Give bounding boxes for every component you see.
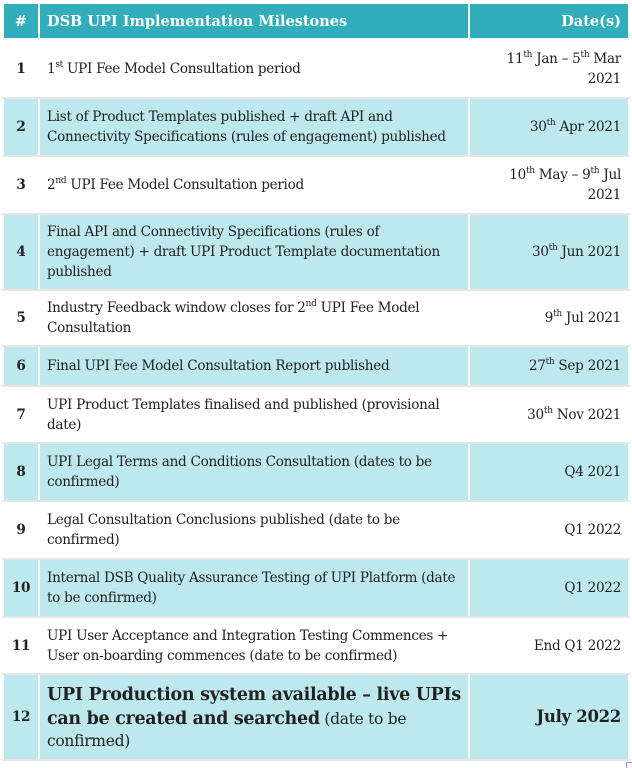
row-number: 4 [3,214,39,290]
column-header-dates: Date(s) [469,3,629,39]
milestone-text: UPI Production system available – live UPIs can be created and searched (date to be confirmed) [39,674,469,760]
table-row [3,39,629,98]
milestone-date: 30th Jun 2021 [469,214,629,290]
milestone-date: Q1 2022 [469,559,629,617]
table-row [3,386,629,443]
table-row [3,443,629,501]
milestone-text: UPI Legal Terms and Conditions Consultation (dates to be confirmed) [39,443,469,501]
milestone-date: 30th Apr 2021 [469,98,629,156]
milestone-text: List of Product Templates published + draft API and Connectivity Specifications (rules of engagement) published [39,98,469,156]
row-number: 6 [3,346,39,386]
row-number: 3 [3,156,39,214]
milestone-date: Q4 2021 [469,443,629,501]
row-number: 9 [3,501,39,559]
milestone-text: UPI Product Templates finalised and published (provisional date) [39,386,469,443]
table-row [3,214,629,290]
column-header-milestones: DSB UPI Implementation Milestones [39,3,469,39]
milestone-text: 1st UPI Fee Model Consultation period [39,39,469,98]
table-header-row [3,3,629,39]
column-header-number: # [3,3,39,39]
milestone-date: End Q1 2022 [469,617,629,674]
row-number: 10 [3,559,39,617]
milestone-date: July 2022 [469,674,629,760]
milestone-text: UPI User Acceptance and Integration Testing Commences + User on-boarding commences (date to be confirmed) [39,617,469,674]
row-number: 11 [3,617,39,674]
table-row [3,559,629,617]
table-row [3,501,629,559]
row-number: 1 [3,39,39,98]
table-row [3,617,629,674]
table-row [3,156,629,214]
milestone-date: 30th Nov 2021 [469,386,629,443]
table-row [3,98,629,156]
milestone-date: 9th Jul 2021 [469,290,629,346]
milestone-text: Legal Consultation Conclusions published (date to be confirmed) [39,501,469,559]
resize-corner [626,762,632,768]
table-row [3,290,629,346]
row-number: 2 [3,98,39,156]
milestone-text: Final API and Connectivity Specifications (rules of engagement) + draft UPI Product Template documentation published [39,214,469,290]
row-number: 8 [3,443,39,501]
milestone-date: 10th May – 9th Jul 2021 [469,156,629,214]
table-row [3,674,629,760]
table-row [3,346,629,386]
milestone-text: 2nd UPI Fee Model Consultation period [39,156,469,214]
row-number: 5 [3,290,39,346]
milestone-date: Q1 2022 [469,501,629,559]
milestone-date: 11th Jan – 5th Mar 2021 [469,39,629,98]
row-number: 7 [3,386,39,443]
milestone-date: 27th Sep 2021 [469,346,629,386]
milestones-table [2,2,630,761]
milestone-text: Final UPI Fee Model Consultation Report published [39,346,469,386]
milestone-text: Industry Feedback window closes for 2nd UPI Fee Model Consultation [39,290,469,346]
milestone-text: Internal DSB Quality Assurance Testing of UPI Platform (date to be confirmed) [39,559,469,617]
row-number: 12 [3,674,39,760]
